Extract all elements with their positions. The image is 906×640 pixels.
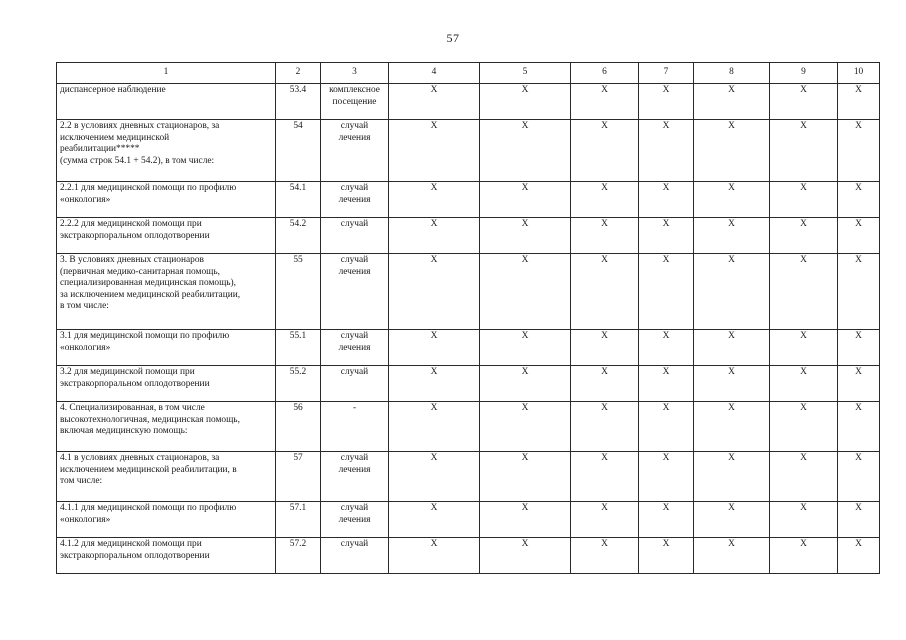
column-header: 8 — [694, 63, 770, 84]
column-header: 7 — [639, 63, 694, 84]
row-name-cell — [57, 502, 276, 538]
row-unit-cell — [321, 452, 389, 502]
value-cell: X — [639, 254, 694, 330]
row-name-text: 2.2.1 для медицинской помощи по профилю «онкология» — [60, 183, 237, 205]
column-header: 6 — [571, 63, 639, 84]
row-code-cell: 55.1 — [276, 330, 321, 366]
row-name-cell — [57, 182, 276, 218]
value-cell: X — [838, 366, 880, 402]
value-cell: X — [838, 218, 880, 254]
table-row — [57, 84, 880, 120]
table-row — [57, 538, 880, 574]
value-cell: X — [571, 366, 639, 402]
row-code-cell: 57.1 — [276, 502, 321, 538]
row-unit-text: случай лечения — [338, 183, 371, 205]
value-cell: X — [389, 330, 480, 366]
value-cell: X — [480, 120, 571, 182]
row-code-cell: 54 — [276, 120, 321, 182]
row-unit-cell — [321, 218, 389, 254]
value-cell: X — [639, 218, 694, 254]
row-unit-text: комплексное посещение — [329, 85, 380, 107]
row-unit-cell — [321, 366, 389, 402]
value-cell: X — [571, 330, 639, 366]
table-row — [57, 502, 880, 538]
column-header: 3 — [321, 63, 389, 84]
row-unit-cell — [321, 538, 389, 574]
value-cell: X — [838, 502, 880, 538]
table-row — [57, 120, 880, 182]
row-unit-text: случай лечения — [338, 453, 371, 475]
row-name-cell — [57, 452, 276, 502]
value-cell: X — [694, 330, 770, 366]
table-row — [57, 402, 880, 452]
value-cell: X — [639, 366, 694, 402]
value-cell: X — [770, 402, 838, 452]
value-cell: X — [770, 502, 838, 538]
row-unit-cell — [321, 502, 389, 538]
row-unit-cell — [321, 84, 389, 120]
value-cell: X — [480, 502, 571, 538]
value-cell: X — [838, 254, 880, 330]
value-cell: X — [770, 120, 838, 182]
row-unit-text: случай лечения — [338, 503, 371, 525]
value-cell: X — [639, 182, 694, 218]
value-cell: X — [389, 452, 480, 502]
value-cell: X — [571, 502, 639, 538]
value-cell: X — [389, 538, 480, 574]
row-name-text: диспансерное наблюдение — [60, 85, 166, 95]
value-cell: X — [571, 402, 639, 452]
value-cell: X — [480, 366, 571, 402]
row-unit-cell — [321, 182, 389, 218]
row-unit-cell — [321, 254, 389, 330]
row-unit-cell — [321, 120, 389, 182]
value-cell: X — [694, 502, 770, 538]
value-cell: X — [694, 452, 770, 502]
value-cell: X — [639, 330, 694, 366]
value-cell: X — [571, 538, 639, 574]
data-table — [56, 62, 880, 574]
value-cell: X — [571, 254, 639, 330]
column-header: 1 — [57, 63, 276, 84]
value-cell: X — [694, 366, 770, 402]
row-name-text: 2.2 в условиях дневных стационаров, за исключением медицинской реабилитации***** (сумма строк 54.1 + 54.2), в том числе: — [60, 121, 220, 166]
row-name-cell — [57, 402, 276, 452]
row-name-text: 4.1 в условиях дневных стационаров, за исключением медицинской реабилитации, в том числе: — [60, 453, 237, 486]
row-code-cell: 57 — [276, 452, 321, 502]
row-unit-text: случай — [340, 219, 369, 229]
table-row — [57, 366, 880, 402]
value-cell: X — [694, 402, 770, 452]
value-cell: X — [838, 452, 880, 502]
value-cell: X — [770, 366, 838, 402]
header-row — [57, 63, 880, 84]
row-code-cell: 56 — [276, 402, 321, 452]
value-cell: X — [571, 182, 639, 218]
value-cell: X — [480, 538, 571, 574]
value-cell: X — [770, 84, 838, 120]
value-cell: X — [571, 452, 639, 502]
value-cell: X — [639, 452, 694, 502]
value-cell: X — [838, 182, 880, 218]
value-cell: X — [389, 502, 480, 538]
row-unit-text: - — [352, 403, 357, 413]
table-row — [57, 218, 880, 254]
value-cell: X — [480, 330, 571, 366]
row-unit-cell — [321, 330, 389, 366]
value-cell: X — [639, 84, 694, 120]
value-cell: X — [480, 452, 571, 502]
value-cell: X — [694, 254, 770, 330]
value-cell: X — [694, 218, 770, 254]
row-name-text: 3.2 для медицинской помощи при экстракорпоральном оплодотворении — [60, 367, 210, 389]
row-unit-text: случай лечения — [338, 331, 371, 353]
row-name-text: 4.1.2 для медицинской помощи при экстракорпоральном оплодотворении — [60, 539, 210, 561]
value-cell: X — [639, 538, 694, 574]
row-name-cell — [57, 218, 276, 254]
value-cell: X — [770, 538, 838, 574]
table-row — [57, 452, 880, 502]
value-cell: X — [770, 218, 838, 254]
row-code-cell: 54.2 — [276, 218, 321, 254]
value-cell: X — [838, 538, 880, 574]
row-name-cell — [57, 84, 276, 120]
value-cell: X — [389, 254, 480, 330]
value-cell: X — [571, 84, 639, 120]
value-cell: X — [770, 330, 838, 366]
row-name-cell — [57, 330, 276, 366]
value-cell: X — [571, 120, 639, 182]
value-cell: X — [770, 254, 838, 330]
value-cell: X — [838, 402, 880, 452]
row-unit-text: случай — [340, 539, 369, 549]
column-header: 9 — [770, 63, 838, 84]
column-header: 2 — [276, 63, 321, 84]
value-cell: X — [480, 182, 571, 218]
row-code-cell: 55 — [276, 254, 321, 330]
row-code-cell: 54.1 — [276, 182, 321, 218]
row-name-text: 4.1.1 для медицинской помощи по профилю «онкология» — [60, 503, 237, 525]
row-name-cell — [57, 120, 276, 182]
value-cell: X — [480, 84, 571, 120]
row-code-cell: 57.2 — [276, 538, 321, 574]
row-unit-cell — [321, 402, 389, 452]
row-name-text: 3. В условиях дневных стационаров (первичная медико-санитарная помощь, специализированная медицинская помощь), за исключением медицинской реабилитации, в том числе: — [60, 255, 241, 311]
row-unit-text: случай лечения — [338, 121, 371, 143]
table-row — [57, 330, 880, 366]
value-cell: X — [694, 182, 770, 218]
value-cell: X — [571, 218, 639, 254]
row-code-cell: 53.4 — [276, 84, 321, 120]
value-cell: X — [639, 402, 694, 452]
column-header: 4 — [389, 63, 480, 84]
column-header: 10 — [838, 63, 880, 84]
column-header: 5 — [480, 63, 571, 84]
row-unit-text: случай лечения — [338, 255, 371, 277]
value-cell: X — [389, 366, 480, 402]
value-cell: X — [639, 502, 694, 538]
value-cell: X — [480, 218, 571, 254]
row-name-cell — [57, 366, 276, 402]
table-body — [57, 84, 880, 574]
value-cell: X — [480, 254, 571, 330]
value-cell: X — [389, 84, 480, 120]
value-cell: X — [838, 120, 880, 182]
row-unit-text: случай — [340, 367, 369, 377]
table-row — [57, 182, 880, 218]
value-cell: X — [639, 120, 694, 182]
row-name-cell — [57, 538, 276, 574]
value-cell: X — [838, 84, 880, 120]
row-code-cell: 55.2 — [276, 366, 321, 402]
value-cell: X — [389, 218, 480, 254]
table-row — [57, 254, 880, 330]
row-name-cell — [57, 254, 276, 330]
row-name-text: 2.2.2 для медицинской помощи при экстракорпоральном оплодотворении — [60, 219, 210, 241]
value-cell: X — [389, 120, 480, 182]
value-cell: X — [389, 182, 480, 218]
row-name-text: 4. Специализированная, в том числе высокотехнологичная, медицинская помощь, включая медицинскую помощь: — [60, 403, 240, 436]
value-cell: X — [770, 452, 838, 502]
value-cell: X — [770, 182, 838, 218]
row-name-text: 3.1 для медицинской помощи по профилю «онкология» — [60, 331, 230, 353]
value-cell: X — [389, 402, 480, 452]
page-number: 57 — [446, 31, 460, 45]
value-cell: X — [694, 84, 770, 120]
value-cell: X — [480, 402, 571, 452]
value-cell: X — [838, 330, 880, 366]
value-cell: X — [694, 120, 770, 182]
value-cell: X — [694, 538, 770, 574]
